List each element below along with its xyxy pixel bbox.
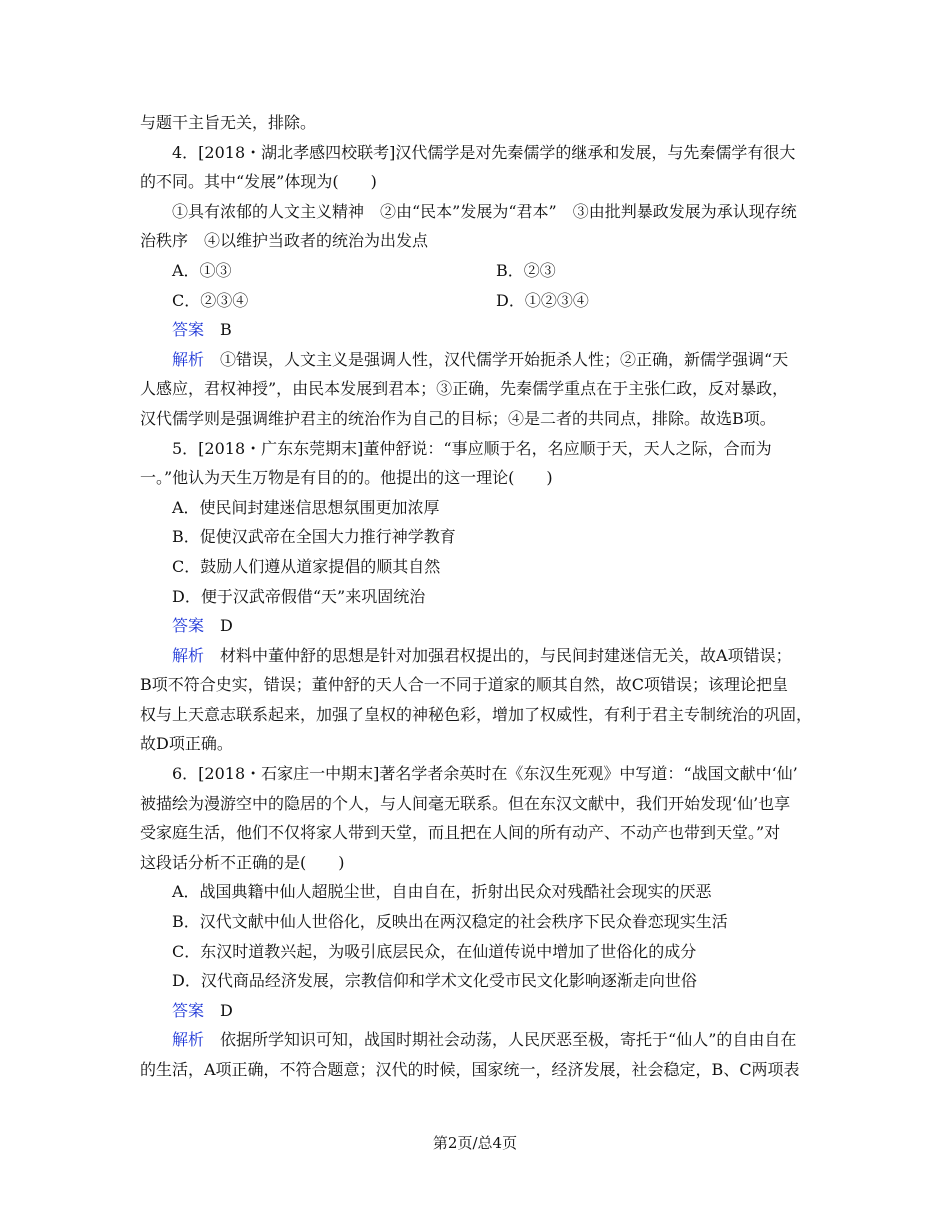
- page-footer: 第2页/总4页: [432, 1134, 518, 1152]
- question-6-analysis: [140, 1025, 820, 1055]
- analysis-text: 依据所学知识可知，战国时期社会动荡，人民厌恶至极，寄托于“仙人”的自由自在: [220, 1030, 797, 1050]
- option-d: D．①②③④: [496, 290, 589, 310]
- analysis-text-cont: 汉代儒学则是强调维护君主的统治作为自己的目标；④是二者的共同点，排除。故选B项。: [140, 408, 776, 428]
- option-b: B．汉代文献中仙人世俗化，反映出在两汉稳定的社会秩序下民众眷恋现实生活: [172, 912, 728, 932]
- question-4-options-row-2: [140, 286, 820, 316]
- answer-value: D: [220, 1000, 233, 1020]
- question-6-stem-cont: 受家庭生活，他们不仅将家人带到天堂，而且把在人间的所有动产、不动产也带到天堂。”对: [140, 823, 781, 843]
- question-5-analysis: [140, 641, 820, 671]
- option-a: A．使民间封建迷信思想氛围更加浓厚: [172, 497, 440, 517]
- question-4-statements-cont: 治秩序 ④以维护当政者的统治为出发点: [140, 231, 429, 251]
- question-4-stem-cont: 的不同。其中“发展”体现为( ): [140, 172, 377, 192]
- analysis-text: 材料中董仲舒的思想是针对加强君权提出的，与民间封建迷信无关，故A项错误；: [220, 645, 792, 665]
- option-c: C．鼓励人们遵从道家提倡的顺其自然: [172, 556, 441, 576]
- analysis-text-cont: 的生活，A项正确，不符合题意；汉代的时候，国家统一，经济发展，社会稳定，B、C两项表: [140, 1060, 800, 1079]
- option-a: A．战国典籍中仙人超脱尘世，自由自在，折射出民众对残酷社会现实的厌恶: [172, 882, 712, 902]
- analysis-label: 解析: [172, 645, 205, 665]
- option-d: D．便于汉武帝假借“天”来巩固统治: [172, 586, 426, 606]
- option-d: D．汉代商品经济发展，宗教信仰和学术文化受市民文化影响逐渐走向世俗: [172, 971, 697, 991]
- question-6-stem-cont: 这段话分析不正确的是( ): [140, 852, 345, 872]
- question-5-stem-cont: 一。”他认为天生万物是有目的的。他提出的这一理论( ): [140, 468, 553, 488]
- analysis-label: 解析: [172, 349, 205, 369]
- text-line: 与题干主旨无关，排除。: [140, 113, 317, 132]
- question-6-stem: 6．[2018・石家庄一中期末]著名学者余英时在《东汉生死观》中写道：“战国文献中‘仙’: [172, 764, 798, 784]
- answer-label: 答案: [172, 616, 205, 636]
- question-6-stem-cont: 被描绘为漫游空中的隐居的个人，与人间毫无联系。但在东汉文献中，我们开始发现‘仙’也享: [140, 793, 791, 813]
- option-c: C．②③④: [172, 290, 249, 310]
- question-4-options-row-1: [140, 256, 820, 286]
- analysis-text-cont: B项不符合史实，错误；董仲舒的天人合一不同于道家的顺其自然，故C项错误；该理论把皇: [140, 675, 789, 695]
- answer-label: 答案: [172, 320, 205, 340]
- analysis-label: 解析: [172, 1030, 205, 1050]
- question-4-stem: 4．[2018・湖北孝感四校联考]汉代儒学是对先秦儒学的继承和发展，与先秦儒学有很大: [172, 142, 796, 162]
- analysis-text: ①错误，人文主义是强调人性，汉代儒学开始扼杀人性；②正确，新儒学强调“天: [220, 349, 789, 369]
- question-4-answer: [140, 315, 820, 345]
- analysis-text-cont: 故D项正确。: [140, 734, 233, 754]
- analysis-text-cont: 权与上天意志联系起来，加强了皇权的神秘色彩，增加了权威性，有利于君主专制统治的巩固，: [140, 704, 813, 724]
- option-a: A．①③: [172, 260, 232, 280]
- option-c: C．东汉时道教兴起，为吸引底层民众，在仙道传说中增加了世俗化的成分: [172, 941, 697, 961]
- question-4-analysis: [140, 345, 820, 375]
- answer-value: D: [220, 616, 233, 636]
- question-5-answer: [140, 611, 820, 641]
- option-b: B．②③: [496, 260, 556, 280]
- document-body: [140, 108, 820, 1085]
- option-b: B．促使汉武帝在全国大力推行神学教育: [172, 527, 456, 547]
- question-6-answer: [140, 996, 820, 1026]
- answer-label: 答案: [172, 1000, 205, 1020]
- question-4-statements: ①具有浓郁的人文主义精神 ②由“民本”发展为“君本” ③由批判暴政发展为承认现存统: [172, 201, 797, 221]
- question-5-stem: 5．[2018・广东东莞期末]董仲舒说：“事应顺于名，名应顺于天，天人之际，合而为: [172, 438, 772, 458]
- analysis-text-cont: 人感应，君权神授”，由民本发展到君本；③正确，先秦儒学重点在于主张仁政，反对暴政，: [140, 379, 789, 399]
- answer-value: B: [220, 320, 232, 340]
